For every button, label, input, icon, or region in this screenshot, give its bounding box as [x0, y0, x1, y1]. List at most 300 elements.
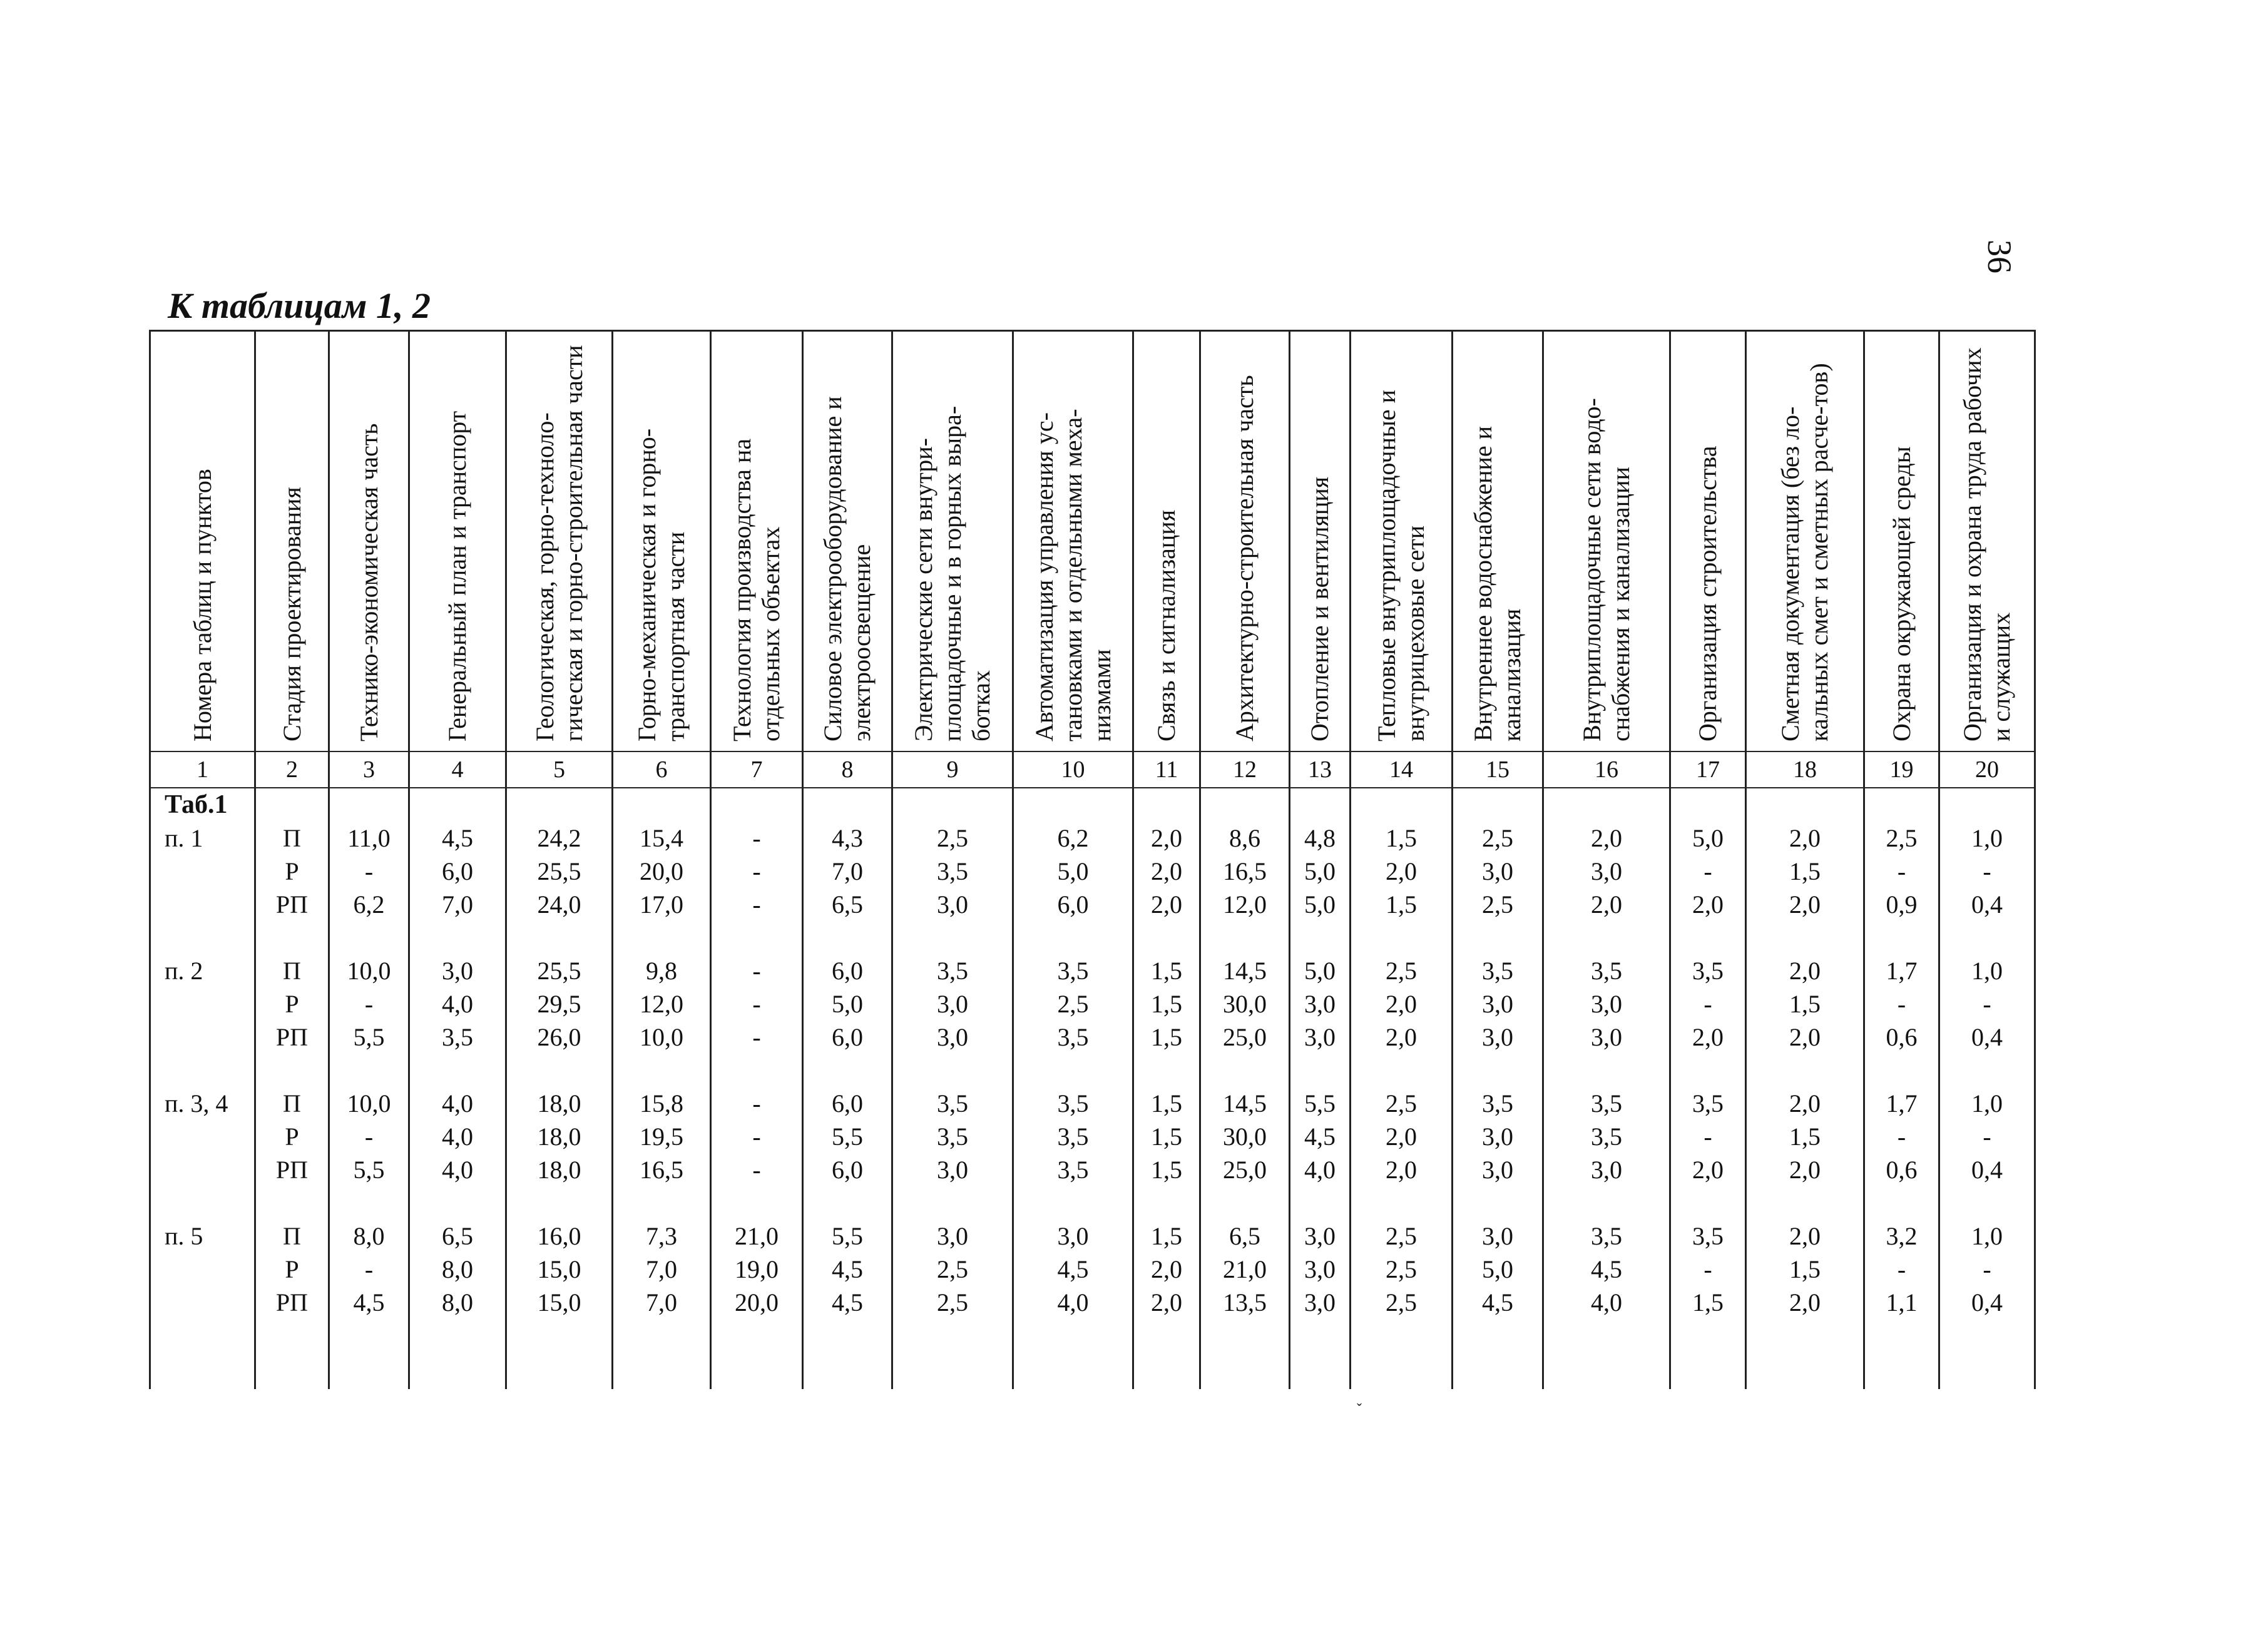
value-cell: - — [364, 1255, 374, 1283]
group-spacer — [1134, 921, 1199, 954]
column-header-text: Технология производства на отдельных объектах — [728, 438, 785, 741]
group-spacer — [1290, 1186, 1349, 1220]
group-spacer — [1453, 1054, 1542, 1087]
value-cell: 18,0 — [537, 1123, 581, 1151]
point-label: п. 3, 4 — [165, 1089, 228, 1118]
value-cell: 3,0 — [1304, 1288, 1336, 1316]
value-cell: 12,0 — [1223, 890, 1267, 919]
value-column — [1200, 788, 1290, 1389]
group-spacer — [712, 1186, 802, 1220]
group-spacer — [712, 921, 802, 954]
value-cell: 5,5 — [353, 1023, 385, 1051]
point-label-blank — [165, 855, 254, 888]
value-cell: 3,5 — [1057, 1089, 1089, 1118]
value-column — [1670, 788, 1746, 1389]
value-cell: 25,0 — [1223, 1023, 1267, 1051]
group-spacer — [165, 1054, 254, 1087]
group-spacer — [1201, 921, 1289, 954]
group-spacer — [1014, 1186, 1132, 1220]
group-spacer — [1290, 921, 1349, 954]
value-cell: 15,4 — [640, 824, 683, 852]
title-spacer — [1940, 788, 2034, 822]
stage-cell: РП — [275, 1156, 309, 1184]
title-spacer — [410, 788, 505, 822]
group-spacer — [1201, 1186, 1289, 1220]
value-cell: 4,5 — [353, 1288, 385, 1316]
value-cell: - — [752, 824, 761, 852]
value-cell: 4,5 — [442, 824, 473, 852]
value-cell: 1,5 — [1151, 990, 1182, 1018]
value-cell: - — [1704, 1123, 1712, 1151]
value-cell: 20,0 — [640, 857, 683, 885]
value-cell: 2,5 — [937, 824, 968, 852]
group-spacer — [507, 921, 611, 954]
value-cell: 4,0 — [442, 990, 473, 1018]
column-number: 19 — [1864, 751, 1939, 788]
value-cell: 2,0 — [1151, 1255, 1182, 1283]
group-spacer — [1940, 921, 2034, 954]
value-cell: 4,0 — [442, 1089, 473, 1118]
value-cell: 2,0 — [1151, 857, 1182, 885]
value-cell: 3,0 — [1482, 1023, 1513, 1051]
value-cell: 0,4 — [1971, 1023, 2003, 1051]
stage-cell: Р — [285, 857, 299, 885]
value-column — [1133, 788, 1200, 1389]
column-number: 16 — [1543, 751, 1670, 788]
point-label-blank — [165, 1021, 254, 1054]
group-spacer — [1134, 1186, 1199, 1220]
column-header — [506, 331, 613, 752]
column-header — [150, 331, 255, 752]
value-cell: 3,0 — [1482, 1123, 1513, 1151]
value-cell: 3,0 — [1591, 1023, 1622, 1051]
value-column — [1013, 788, 1133, 1389]
value-column — [1864, 788, 1939, 1389]
value-cell: 1,0 — [1971, 1089, 2003, 1118]
value-cell: - — [1704, 1255, 1712, 1283]
value-cell: 2,0 — [1789, 890, 1821, 919]
value-cell: 6,0 — [832, 1089, 863, 1118]
title-spacer — [1290, 788, 1349, 822]
stage-column — [255, 788, 329, 1389]
column-headers-row — [150, 331, 2035, 752]
stage-cell: Р — [285, 1255, 299, 1283]
value-column — [1351, 788, 1453, 1389]
value-cell: - — [364, 990, 374, 1018]
value-cell: 2,5 — [1886, 824, 1918, 852]
value-cell: 3,0 — [937, 1156, 968, 1184]
value-cell: 4,3 — [832, 824, 863, 852]
column-header-text: Автоматизация управления ус-тановками и отдельными меха-низмами — [1029, 409, 1116, 741]
title-spacer — [330, 788, 408, 822]
value-cell: 6,2 — [1057, 824, 1089, 852]
value-cell: 2,5 — [1386, 1222, 1417, 1250]
column-header-text: Архитектурно-строительная часть — [1230, 375, 1259, 741]
value-cell: 2,0 — [1789, 1222, 1821, 1250]
column-number: 1 — [150, 751, 255, 788]
value-cell: 15,0 — [537, 1288, 581, 1316]
value-cell: 3,5 — [1057, 1123, 1089, 1151]
column-header — [1013, 331, 1133, 752]
point-label: п. 5 — [165, 1222, 203, 1250]
value-cell: - — [752, 890, 761, 919]
stage-cell: П — [283, 1089, 301, 1118]
value-cell: 2,0 — [1151, 824, 1182, 852]
value-cell: 10,0 — [640, 1023, 683, 1051]
value-cell: 3,0 — [1482, 990, 1513, 1018]
group-spacer — [1201, 1054, 1289, 1087]
title-spacer — [1671, 788, 1745, 822]
value-cell: 8,0 — [442, 1255, 473, 1283]
column-number: 14 — [1351, 751, 1453, 788]
value-cell: 4,5 — [1057, 1255, 1089, 1283]
value-cell: 3,0 — [1304, 1222, 1336, 1250]
value-cell: 2,0 — [1789, 1089, 1821, 1118]
value-cell: 3,0 — [937, 1023, 968, 1051]
column-number: 4 — [409, 751, 506, 788]
value-column — [1939, 788, 2035, 1389]
value-cell: 5,5 — [832, 1222, 863, 1250]
value-cell: 2,5 — [1386, 1089, 1417, 1118]
group-spacer — [1940, 1186, 2034, 1220]
value-column — [613, 788, 711, 1389]
value-cell: - — [752, 957, 761, 985]
value-cell: 1,5 — [1151, 1023, 1182, 1051]
value-cell: 3,5 — [1057, 957, 1089, 985]
column-header — [613, 331, 711, 752]
value-cell: 20,0 — [735, 1288, 779, 1316]
value-cell: 6,5 — [1229, 1222, 1260, 1250]
column-number: 17 — [1670, 751, 1746, 788]
group-spacer — [1351, 1186, 1451, 1220]
column-header-text: Стадия проектирования — [277, 487, 306, 741]
value-cell: 3,5 — [1591, 1089, 1622, 1118]
column-header-text: Отопление и вентиляция — [1305, 476, 1334, 741]
value-cell: 1,5 — [1151, 1089, 1182, 1118]
value-cell: 18,0 — [537, 1156, 581, 1184]
title-spacer — [804, 788, 891, 822]
column-header-text: Сметная документация (без ло-кальных смет и сметных расче-тов) — [1776, 363, 1833, 741]
value-cell: 24,0 — [537, 890, 581, 919]
column-header — [1939, 331, 2035, 752]
value-cell: 18,0 — [537, 1089, 581, 1118]
column-header — [1864, 331, 1939, 752]
column-header — [255, 331, 329, 752]
value-column — [711, 788, 803, 1389]
column-header — [329, 331, 409, 752]
column-number: 15 — [1453, 751, 1543, 788]
value-cell: 25,5 — [537, 857, 581, 885]
group-spacer — [256, 1186, 328, 1220]
column-header-text: Технико-экономическая часть — [354, 423, 383, 741]
column-header-text: Связь и сигнализация — [1152, 509, 1180, 741]
value-cell: - — [1897, 1255, 1906, 1283]
column-number: 2 — [255, 751, 329, 788]
group-spacer — [410, 1186, 505, 1220]
value-cell: 2,0 — [1692, 1023, 1724, 1051]
title-spacer — [1453, 788, 1542, 822]
value-cell: 6,5 — [442, 1222, 473, 1250]
point-label: п. 1 — [165, 824, 203, 852]
value-cell: 3,5 — [937, 1123, 968, 1151]
group-spacer — [1014, 921, 1132, 954]
column-header — [1133, 331, 1200, 752]
value-cell: 5,0 — [1304, 890, 1336, 919]
column-header-text: Организация и охрана труда рабочих и служащих — [1958, 347, 2015, 741]
value-cell: 3,5 — [937, 957, 968, 985]
group-spacer — [507, 1186, 611, 1220]
value-cell: 10,0 — [347, 1089, 391, 1118]
title-spacer — [1351, 788, 1451, 822]
group-spacer — [804, 1186, 891, 1220]
value-cell: 1,5 — [1789, 857, 1821, 885]
stage-cell: П — [283, 1222, 301, 1250]
value-cell: 2,5 — [937, 1288, 968, 1316]
title-spacer — [1865, 788, 1938, 822]
value-cell: 29,5 — [537, 990, 581, 1018]
stage-cell: РП — [275, 890, 309, 919]
value-cell: - — [364, 857, 374, 885]
value-cell: 2,0 — [1591, 824, 1622, 852]
stage-cell: РП — [275, 1023, 309, 1051]
value-cell: 10,0 — [347, 957, 391, 985]
table-title: Таб.1 — [165, 790, 228, 819]
value-cell: - — [1983, 857, 1991, 885]
value-cell: 2,0 — [1151, 1288, 1182, 1316]
value-cell: 13,5 — [1223, 1288, 1267, 1316]
column-header-text: Организация строительства — [1693, 446, 1722, 741]
stage-cell: П — [283, 957, 301, 985]
stage-cell: Р — [285, 990, 299, 1018]
value-column — [803, 788, 892, 1389]
column-number: 3 — [329, 751, 409, 788]
value-column — [1543, 788, 1670, 1389]
value-cell: 2,5 — [1482, 890, 1513, 919]
column-header — [1200, 331, 1290, 752]
group-spacer — [1351, 1054, 1451, 1087]
title-spacer — [256, 788, 328, 822]
value-cell: 1,5 — [1692, 1288, 1724, 1316]
group-spacer — [1544, 1186, 1669, 1220]
value-cell: 15,0 — [537, 1255, 581, 1283]
group-spacer — [613, 1054, 710, 1087]
group-spacer — [893, 1054, 1012, 1087]
value-cell: - — [752, 1123, 761, 1151]
value-cell: 11,0 — [347, 824, 391, 852]
value-cell: 4,8 — [1304, 824, 1336, 852]
value-cell: - — [752, 1023, 761, 1051]
value-cell: 6,0 — [832, 1156, 863, 1184]
value-cell: 3,5 — [937, 857, 968, 885]
group-spacer — [1453, 921, 1542, 954]
group-spacer — [1544, 1054, 1669, 1087]
point-label-blank — [165, 1253, 254, 1286]
value-cell: 2,5 — [1386, 957, 1417, 985]
value-cell: 8,6 — [1229, 824, 1260, 852]
value-cell: 0,4 — [1971, 890, 2003, 919]
value-column — [892, 788, 1013, 1389]
column-number: 6 — [613, 751, 711, 788]
column-header — [1670, 331, 1746, 752]
value-cell: 0,6 — [1886, 1023, 1918, 1051]
value-cell: 1,0 — [1971, 957, 2003, 985]
value-cell: 16,5 — [1223, 857, 1267, 885]
column-number: 12 — [1200, 751, 1290, 788]
value-cell: 1,5 — [1789, 1123, 1821, 1151]
group-spacer — [507, 1054, 611, 1087]
value-cell: 1,5 — [1151, 1222, 1182, 1250]
value-cell: 3,5 — [1057, 1023, 1089, 1051]
group-spacer — [1671, 921, 1745, 954]
value-cell: 2,0 — [1386, 857, 1417, 885]
value-column — [506, 788, 613, 1389]
value-cell: 3,5 — [1591, 1123, 1622, 1151]
value-cell: 1,5 — [1789, 1255, 1821, 1283]
table-points-column — [150, 788, 255, 1389]
column-header — [711, 331, 803, 752]
value-cell: 3,5 — [1591, 1222, 1622, 1250]
value-cell: 19,5 — [640, 1123, 683, 1151]
scan-mark: ˇ — [1357, 1402, 1362, 1418]
value-column — [1746, 788, 1864, 1389]
column-header — [803, 331, 892, 752]
value-cell: 3,0 — [1482, 1156, 1513, 1184]
title-spacer — [712, 788, 802, 822]
title-spacer — [613, 788, 710, 822]
value-column — [1453, 788, 1543, 1389]
value-cell: 4,0 — [442, 1156, 473, 1184]
value-cell: 0,6 — [1886, 1156, 1918, 1184]
value-cell: 3,0 — [1304, 1255, 1336, 1283]
group-spacer — [1940, 1054, 2034, 1087]
value-cell: - — [1983, 1255, 1991, 1283]
value-cell: 3,2 — [1886, 1222, 1918, 1250]
stage-cell: П — [283, 824, 301, 852]
group-spacer — [1865, 1054, 1938, 1087]
value-cell: - — [1897, 1123, 1906, 1151]
value-cell: - — [364, 1123, 374, 1151]
value-cell: 30,0 — [1223, 990, 1267, 1018]
group-spacer — [893, 921, 1012, 954]
value-cell: 4,0 — [1591, 1288, 1622, 1316]
value-cell: - — [1983, 1123, 1991, 1151]
value-cell: 3,0 — [1057, 1222, 1089, 1250]
value-cell: 2,0 — [1386, 1023, 1417, 1051]
value-cell: 4,0 — [442, 1123, 473, 1151]
value-column — [329, 788, 409, 1389]
value-cell: - — [752, 857, 761, 885]
column-number: 20 — [1939, 751, 2035, 788]
column-header-text: Горно-механическая и горно-транспортная части — [633, 428, 690, 741]
data-table — [149, 330, 2036, 1389]
value-cell: - — [752, 990, 761, 1018]
value-cell: 2,0 — [1151, 890, 1182, 919]
stage-cell: РП — [275, 1288, 309, 1316]
point-label-blank — [165, 1153, 254, 1186]
value-cell: - — [1897, 990, 1906, 1018]
value-cell: 21,0 — [1223, 1255, 1267, 1283]
group-spacer — [165, 921, 254, 954]
value-cell: 7,0 — [442, 890, 473, 919]
value-cell: 2,5 — [937, 1255, 968, 1283]
value-cell: 7,0 — [646, 1288, 677, 1316]
column-header-text: Охрана окружающей среды — [1887, 446, 1916, 741]
value-cell: 8,0 — [353, 1222, 385, 1250]
value-cell: 4,5 — [832, 1255, 863, 1283]
column-header — [1543, 331, 1670, 752]
value-cell: 3,0 — [1591, 1156, 1622, 1184]
column-header-text: Тепловые внутриплощадочные и внутрицеховые сети — [1372, 389, 1429, 741]
group-spacer — [165, 1186, 254, 1220]
value-cell: 2,0 — [1692, 1156, 1724, 1184]
point-label-blank — [165, 1120, 254, 1153]
group-spacer — [330, 1054, 408, 1087]
value-cell: - — [752, 1089, 761, 1118]
value-cell: 25,5 — [537, 957, 581, 985]
value-cell: 1,7 — [1886, 1089, 1918, 1118]
value-cell: 30,0 — [1223, 1123, 1267, 1151]
value-cell: - — [1983, 990, 1991, 1018]
column-header — [1746, 331, 1864, 752]
title-spacer — [507, 788, 611, 822]
value-cell: 7,0 — [832, 857, 863, 885]
value-cell: 2,0 — [1789, 1023, 1821, 1051]
column-number: 9 — [892, 751, 1013, 788]
value-cell: 3,5 — [442, 1023, 473, 1051]
value-cell: 3,5 — [1482, 1089, 1513, 1118]
value-cell: 1,5 — [1151, 1123, 1182, 1151]
value-cell: 1,5 — [1386, 824, 1417, 852]
point-label: п. 2 — [165, 957, 203, 985]
column-header-text: Электрические сети внутри-площадочные и в горных выра-ботках — [909, 405, 995, 741]
value-cell: 2,0 — [1591, 890, 1622, 919]
value-cell: 4,0 — [1057, 1288, 1089, 1316]
column-header — [1290, 331, 1351, 752]
value-cell: 8,0 — [442, 1288, 473, 1316]
value-cell: 5,0 — [832, 990, 863, 1018]
group-spacer — [712, 1054, 802, 1087]
value-cell: 7,3 — [646, 1222, 677, 1250]
group-spacer — [1453, 1186, 1542, 1220]
value-cell: 2,0 — [1789, 957, 1821, 985]
group-spacer — [613, 921, 710, 954]
value-cell: 6,0 — [832, 1023, 863, 1051]
group-spacer — [330, 921, 408, 954]
value-cell: 1,1 — [1886, 1288, 1918, 1316]
group-spacer — [410, 1054, 505, 1087]
value-cell: 12,0 — [640, 990, 683, 1018]
group-spacer — [1671, 1186, 1745, 1220]
column-number: 10 — [1013, 751, 1133, 788]
value-cell: 4,5 — [832, 1288, 863, 1316]
value-cell: 5,0 — [1482, 1255, 1513, 1283]
title-spacer — [1544, 788, 1669, 822]
table-body-row — [150, 788, 2035, 1389]
value-cell: 3,5 — [1692, 957, 1724, 985]
value-cell: 16,0 — [537, 1222, 581, 1250]
group-spacer — [1865, 1186, 1938, 1220]
value-cell: 3,5 — [1057, 1156, 1089, 1184]
value-cell: 6,2 — [353, 890, 385, 919]
value-cell: 7,0 — [646, 1255, 677, 1283]
group-spacer — [1351, 921, 1451, 954]
point-label-blank — [165, 888, 254, 921]
value-cell: 3,0 — [937, 1222, 968, 1250]
value-cell: 6,0 — [442, 857, 473, 885]
value-cell: 2,5 — [1386, 1255, 1417, 1283]
value-cell: 5,5 — [832, 1123, 863, 1151]
value-cell: 1,7 — [1886, 957, 1918, 985]
